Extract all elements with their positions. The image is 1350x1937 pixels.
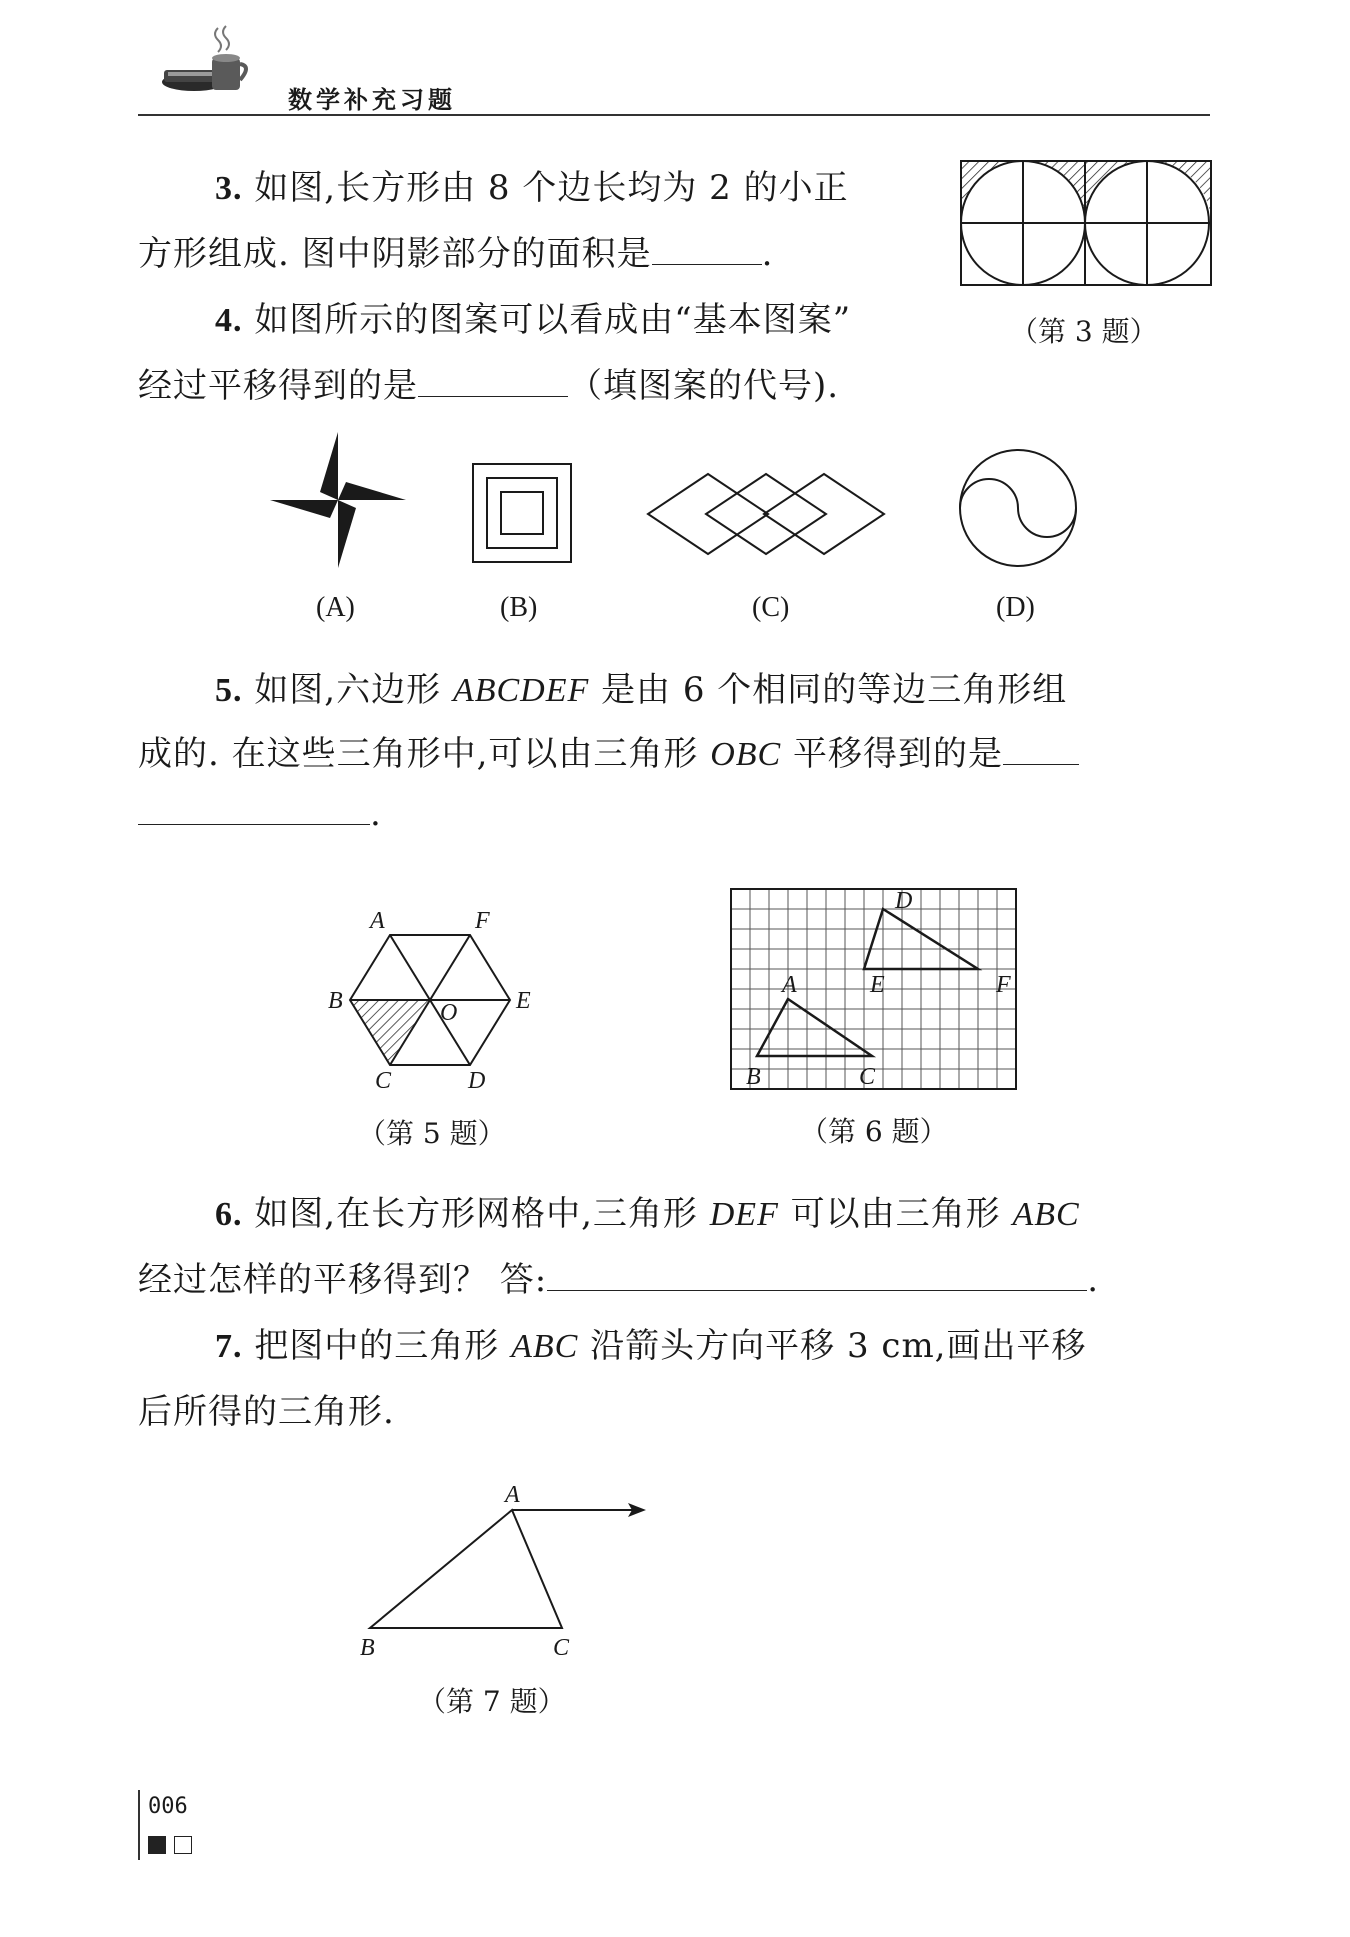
problem-5-line-3 [138, 794, 382, 834]
header-rule [138, 114, 1210, 116]
shaded-triangle-obc [350, 1000, 430, 1065]
header-title: 数学补充习题 [288, 86, 456, 114]
label-a: A [505, 1482, 520, 1508]
problem-5-answer-blank-2[interactable] [138, 823, 370, 825]
label-c: C [553, 1635, 570, 1661]
problem-4-text-1: 如图所示的图案可以看成由“基本图案” [254, 300, 852, 340]
problem-5-triangle-name: OBC [710, 736, 782, 773]
problem-3-text-1: 如图,长方形由 8 个边长均为 2 的小正 [254, 168, 849, 208]
label-b: B [746, 1064, 761, 1090]
option-d-circle-figure [958, 448, 1078, 568]
problem-6-text-1: 如图,在长方形网格中,三角形 [254, 1194, 698, 1234]
problem-5-text-4: 平移得到的是 [793, 734, 1004, 774]
problem-3-line-1 [215, 160, 849, 209]
label-c: C [375, 1068, 392, 1090]
problem-6-caption: （第 6 题） [800, 1115, 948, 1148]
problem-5-line-2 [138, 726, 1079, 775]
problem-3-number: 3. [215, 170, 243, 207]
option-c-rhombus-figure [646, 472, 886, 556]
footer-rule [138, 1790, 140, 1860]
problem-7-triangle-figure [350, 1470, 650, 1670]
problem-7-line-2 [138, 1384, 395, 1433]
problem-6-number: 6. [215, 1196, 243, 1233]
problem-3-answer-blank[interactable] [652, 263, 762, 265]
problem-7-text-2: 沿箭头方向平移 3 cm,画出平移 [590, 1326, 1087, 1366]
label-b: B [360, 1635, 375, 1661]
label-o: O [440, 1000, 458, 1026]
problem-4-text-2: 经过平移得到的是 [138, 366, 418, 406]
label-f: F [996, 972, 1011, 998]
problem-7-text-1: 把图中的三角形 [254, 1326, 500, 1366]
problem-6-text-2: 可以由三角形 [790, 1194, 1001, 1234]
footer-filled-square-icon [148, 1836, 166, 1854]
option-b-label: (B) [500, 592, 538, 623]
book-and-cup-icon [160, 22, 260, 102]
problem-6-grid-figure [730, 888, 1022, 1092]
problem-3-line-2 [138, 226, 773, 275]
label-d: D [468, 1068, 486, 1090]
problem-5-text-3: 成的. 在这些三角形中,可以由三角形 [138, 734, 699, 774]
option-a-label: (A) [316, 592, 355, 623]
problem-5-number: 5. [215, 672, 243, 709]
problem-5-hexagon-figure [320, 900, 550, 1090]
problem-6-text-3: 经过怎样的平移得到？ 答: [138, 1260, 548, 1300]
problem-6-triangle-abc: ABC [1012, 1196, 1080, 1233]
footer-empty-square-icon [174, 1836, 192, 1854]
label-a: A [370, 908, 385, 934]
problem-4-number: 4. [215, 302, 243, 339]
problem-5-caption: （第 5 题） [358, 1117, 506, 1150]
problem-7-line-1 [215, 1318, 1087, 1367]
page-number: 006 [148, 1794, 188, 1819]
problem-4-text-3: （填图案的代号). [568, 366, 840, 406]
problem-3-period: . [761, 234, 774, 274]
problem-5-text-1: 如图,六边形 [254, 670, 442, 710]
problem-7-number: 7. [215, 1328, 243, 1365]
problem-5-line-1 [215, 662, 1067, 711]
problem-5-answer-blank-1[interactable] [1003, 763, 1079, 765]
problem-4-answer-blank[interactable] [418, 395, 568, 397]
problem-7-text-3: 后所得的三角形. [138, 1392, 395, 1432]
problem-6-period: . [1087, 1260, 1100, 1300]
problem-7-caption: （第 7 题） [418, 1685, 566, 1718]
problem-6-line-1 [215, 1186, 1080, 1235]
problem-3-text-2: 方形组成. 图中阴影部分的面积是 [138, 234, 652, 274]
problem-6-triangle-def: DEF [709, 1196, 779, 1233]
label-e: E [516, 988, 531, 1014]
option-b-squares-figure [472, 463, 572, 563]
problem-4-line-2 [138, 358, 839, 407]
label-d: D [895, 888, 913, 914]
problem-7-triangle-name: ABC [511, 1328, 579, 1365]
label-a: A [782, 972, 797, 998]
problem-6-answer-blank[interactable] [547, 1289, 1087, 1291]
triangle-abc [757, 999, 872, 1056]
option-a-pinwheel-figure [270, 432, 406, 568]
label-b: B [328, 988, 343, 1014]
problem-5-text-2: 是由 6 个相同的等边三角形组 [601, 670, 1068, 710]
triangle-abc [370, 1510, 562, 1628]
problem-3-caption: （第 3 题） [1010, 315, 1158, 348]
problem-4-line-1 [215, 292, 851, 341]
problem-5-period: . [370, 794, 382, 834]
option-d-label: (D) [996, 592, 1035, 623]
option-c-label: (C) [752, 592, 790, 623]
label-e: E [870, 972, 885, 998]
label-c: C [859, 1064, 876, 1090]
problem-6-line-2 [138, 1252, 1099, 1301]
problem-3-figure [960, 160, 1212, 286]
problem-5-hexagon-name: ABCDEF [452, 672, 590, 709]
header-icon [160, 22, 260, 102]
label-f: F [475, 908, 490, 934]
